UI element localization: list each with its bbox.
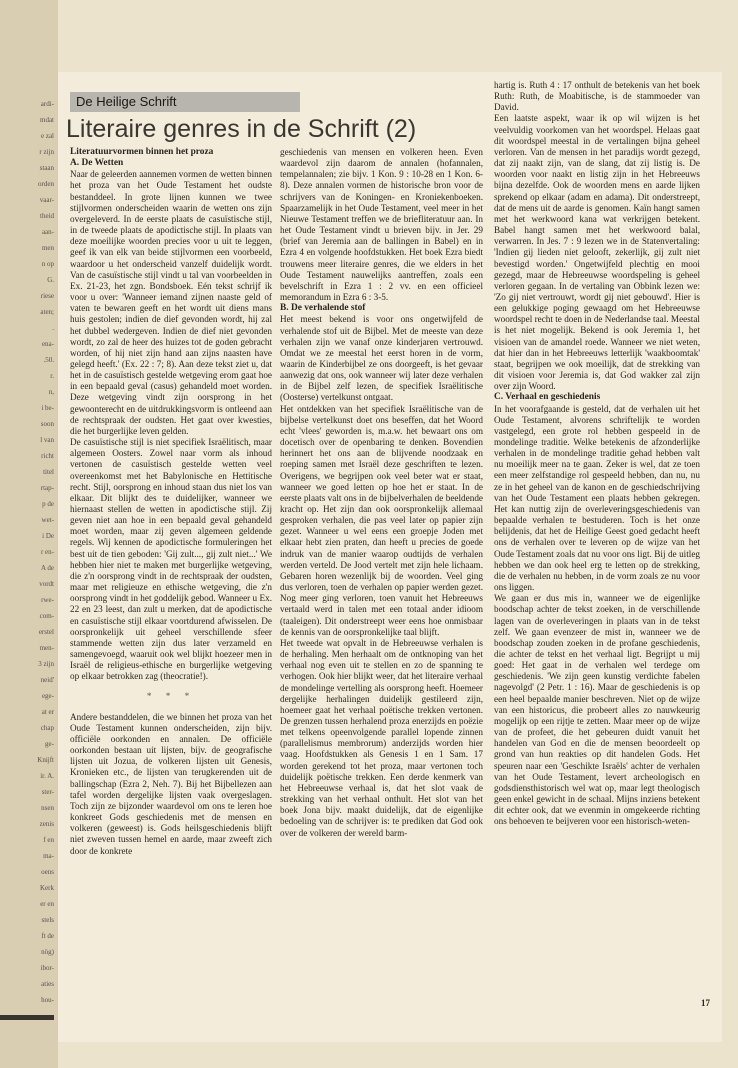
- margin-fragment: .50.: [43, 356, 54, 364]
- paragraph: Het ontdekken van het specifiek Israëlitische van de bijbelse vertelkunst doet ons beseffen, dat het Woord echt 'vlees' geworden is, m.a.w. het bewaart ons om docetisch over de openbaring te denken. Bovendien herinnert het ons aan de blijvende noodzaak en roeping samen met Israël deze geschriften te lezen. Overigens, we begrijpen ook veel beter wat er staat, wanneer we goed letten op hoe het er staat. In de eerste plaats valt ons in de bijbelverhalen de beeldende kracht op. Het zijn dan ook oorspronkelijk allemaal gesproken verhalen, die pas veel later op papier zijn gezet. Wanneer u wel eens een groepje Joden met elkaar hebt zien praten, dan heeft u precies de goede indruk van de manier waarop oudtijds de verhalen werden verteld. De Jood vertelt met zijn hele lichaam. Gebaren horen wezenlijk bij de woorden. Veel ging dus verloren, toen de verhalen op papier werden gezet. Nog meer ging verloren, toen vanuit het Hebreeuws vertaald werd in talen met een totaal ander idioom (taaleigen). Dit onderstreept weer eens hoe onmisbaar de kennis van de oorspronkelijke taal blijft.: [280, 403, 483, 637]
- section-heading: Literatuurvormen binnen het proza: [70, 147, 214, 157]
- margin-fragment: stels: [41, 916, 54, 924]
- paragraph: Het meest bekend is voor ons ongetwijfeld de verhalende stof uit de Bijbel. Met de meeste van deze verhalen zijn we vanaf onze kinderjaren vertrouwd. Omdat we ze meestal het eerst horen in de vorm, waarin de Kinderbijbel ze ons doorgeeft, is het gevaar aanwezig dat ons, ook wanneer wij later deze verhalen in de Bijbel zelf lezen, de specifiek Israëlitische (Oosterse) vertelkunst ontgaat.: [280, 314, 483, 403]
- margin-fragment: ster-: [41, 788, 54, 796]
- column-1: [70, 147, 272, 857]
- margin-fragment: aties: [41, 980, 54, 988]
- margin-fragment: aan-: [41, 228, 54, 236]
- margin-fragment: n op: [41, 260, 54, 268]
- section-label: De Heilige Schrift: [76, 94, 177, 109]
- margin-fragment: men: [41, 244, 54, 252]
- paragraph: We gaan er dus mis in, wanneer we de eigenlijke boodschap achter de tekst zoeken, in de verschillende lagen van de overleveringen in plaats van in de tekst zelf. We gaan evenzeer de mist in, wanneer we de boodschap zouden zoeken in de profane geschiedenis, die achter de tekst en het verhaal ligt. Begrijpt u mij goed: Het gaat in de verhalen wel terdege om geschiedenis. 'We zijn geen kunstig verdichte fabelen nagevolgd' (2 Petr. 1 : 16). Maar de geschiedenis is op een heel bepaalde manier beschreven. Niet op de wijze van een historicus, die probeert alles zo nauwkeurig mogelijk op een rijtje te zetten. Maar meer op de wijze van de profeet, die het gebeuren duidt vanuit het handelen van God en die de mensen beoordeelt op grond van hun reakties op dit handelen Gods. Het speuren naar een 'Geschikte Israëls' achter de verhalen van het Oude Testament, levert archeologisch en godsdiensthistorisch wel wat op, maar legt theologisch geen enkel gewicht in de schaal. Mijns inziens betekent dit echter ook, dat we evenmin in omgekeerde richting ons behoeven te beijveren voor een historisch-weten-: [494, 593, 700, 827]
- margin-fragment: A de: [40, 564, 54, 572]
- margin-fragment: riese: [40, 292, 54, 300]
- paragraph: Het tweede wat opvalt in de Hebreeuwse verhalen is de herhaling. Men herhaalt om de ontknoping van het verhaal nog even uit te stellen en zo de spanning te verhogen. Ook hier blijkt weer, dat het literaire verhaal de mondelinge vertelling als oorsprong heeft. Hoemeer dergelijke herhalingen duidelijk gestileerd zijn, hoemeer gaat het verhaal poëtische trekken vertonen. De grenzen tussen herhalend proza enerzijds en poëzie met telkens opeenvolgende parallel lopende zinnen (parallelismus membrorum) anderzijds worden hier vaag. Hoofdstukken als Genesis 1 en 1 Sam. 17 worden gerekend tot het proza, maar vertonen toch duidelijk poëtische trekken. Een derde kenmerk van het Hebreeuwse verhaal is, dat het slot vaak de strekking van het verhaal onthult. Het slot van het boek Jona bijv. maakt duidelijk, dat de eigenlijke bedoeling van de schrijver is: te prediken dat God ook over de volkeren der wereld barm-: [280, 637, 483, 838]
- margin-fragment: at er: [41, 708, 54, 716]
- margin-fragment: chap: [40, 724, 54, 732]
- margin-fragment: men-: [39, 644, 54, 652]
- article-title: Literaire genres in de Schrift (2): [66, 115, 417, 143]
- margin-fragment: richt: [41, 452, 54, 460]
- margin-fragment: nsen: [41, 804, 54, 812]
- margin-fragment: Kerk: [40, 884, 54, 892]
- section-separator: * * *: [146, 690, 196, 701]
- margin-fragment: neid': [40, 676, 54, 684]
- margin-rule: [0, 1015, 54, 1020]
- margin-fragment: ibor-: [40, 964, 54, 972]
- paragraph: geschiedenis van mensen en volkeren heen. Even waardevol zijn daarom de annalen (hofannalen, tempelannalen; zie bijv. 1 Kon. 9 : 10-28 en 1 Kon. 6-8). Deze annalen vormen de historische bron voor de schrijvers van de Koningen- en Kroniekenboeken. Spaarzamelijk in het Oude Testament, veel meer in het Nieuwe Testament treffen we de briefliteratuur aan. In het Oude Testament vindt u brieven bijv. in Jer. 29 (brief van Jeremia aan de ballingen in Babel) en in Ezra 4 en volgende hoofdstukken. Het boek Ezra biedt trouwens meer literaire genres, die we elders in het Oude Testament nauwelijks aantreffen, zoals een bevelschrift in Ezra 1 : 2 vv. en een officieel memorandum in Ezra 6 : 3-5.: [280, 147, 483, 303]
- margin-fragment: nög): [41, 948, 54, 956]
- margin-fragment: f en: [43, 836, 54, 844]
- adjacent-page-edge: [0, 0, 58, 1068]
- paragraph: In het voorafgaande is gesteld, dat de verhalen uit het Oude Testament, alvorens schriftelijk te worden vastgelegd, een grote rol hebben gespeeld in de mondelinge traditie. Welke betekenis de afzonderlijke verhalen in de mondelinge traditie gehad hebben valt nu moeilijk meer na te gaan. Zeker is wel, dat ze toen een meer zelfstandige rol gespeeld hebben, dan nu, nu ze in het geheel van de kanon en de geschiedschrijving van het Oude Testament een plaats hebben gekregen. Het kan nuttig zijn de overleveringsgeschiedenis van bepaalde verhalen te bestuderen. Toch is het onze belijdenis, dat het de Heilige Geest goed gedacht heeft ons de verhalen over te leveren op de wijze van het Oude Testament zoals dat nu voor ons ligt. Bij de uitleg hebben we dan ook heel erg te letten op de strekking, die de verhalen nu hebben, in de vorm zoals ze nu voor ons liggen.: [494, 403, 700, 593]
- margin-fragment: e zal: [40, 132, 54, 140]
- section-heading: C. Verhaal en geschiedenis: [494, 392, 601, 403]
- section-heading: B. De verhalende stof: [280, 303, 366, 314]
- paragraph: Andere bestanddelen, die we binnen het proza van het Oude Testament kunnen onderscheiden, zijn bijv. officiële oorkonden en annalen. De officiële oorkonden bestaan uit lijsten, bijv. de geografische lijsten uit Jozua, de volkeren lijsten uit Genesis, Kronieken etc., de lijsten van terugkerenden uit de ballingschap (Ezra 2, Neh. 7). Bij het Bijbellezen aan tafel worden dergelijke lijsten vaak overgeslagen. Toch zijn ze bijzonder waardevol om ons te leren hoe konkreet Gods geschiedenis met de mensen en volkeren (geweest) is. Gods heilsgeschiedenis blijft niet zweven tussen hemel en aarde, maar zweeft zich door de konkrete: [70, 711, 272, 856]
- margin-fragment: rwe-: [41, 596, 54, 604]
- margin-fragment: ft de: [41, 932, 54, 940]
- margin-fragment: l van: [40, 436, 54, 444]
- margin-fragment: ege-: [41, 692, 54, 700]
- margin-fragment: ena-: [41, 340, 54, 348]
- paragraph: hartig is. Ruth 4 : 17 onthult de betekenis van het boek Ruth: Ruth, de Moabitische, is de stammoeder van David.: [494, 80, 700, 113]
- margin-fragment: G.: [47, 276, 54, 284]
- margin-fragment: oens: [41, 868, 54, 876]
- margin-fragment: Knijft: [37, 756, 54, 764]
- margin-fragment: ardi-: [40, 100, 54, 108]
- margin-fragment: vordt: [39, 580, 54, 588]
- margin-fragment: r en-: [40, 548, 54, 556]
- margin-fragment: er en: [40, 900, 54, 908]
- margin-fragment: vaar-: [39, 196, 54, 204]
- paragraph: De casuïstische stijl is niet specifiek Israëlitisch, maar algemeen Oosters. Zowel naar vorm als inhoud vertonen de casuïstisch gestelde wetten veel overeenkomst met het Babylonische en Hettitische recht. Stijl, oorsprong en inhoud staan dus niet los van elkaar. Dit blijkt des te duidelijker, wanneer we hiernaast stellen de wetten in apodictische stijl. Zij geven niet aan hoe in een bepaald geval gehandeld moet worden, maar zij geven algemeen geldende regels. Wij kennen de apodictische formuleringen het best uit de tien geboden: 'Gij zult..., gij zult niet...' We hebben hier niet te maken met burgerlijke wetgeving, die z'n oorsprong vindt in de rechtspraak der oudsten, maar met religieuze en ethische wetgeving, die z'n oorsprong vindt in het goddelijk gebod. Wanneer u Ex. 22 en 23 leest, dan zult u merken, dat de apodictische en casuïstische stijl elkaar voortdurend afwisselen. De oorspronkelijk uit geheel verschillende sfeer stammende wetten zijn dus later verzameld en samengevoegd, waaruit ook wel blijkt hoezeer men in Israël de religieus-ethische en burgerlijke wetgeving op elkaar betrokken zag (theocratie!).: [70, 437, 272, 682]
- margin-fragment: i De: [42, 532, 54, 540]
- margin-fragment: theid: [40, 212, 54, 220]
- margin-fragment: 3 zijn: [38, 660, 54, 668]
- margin-fragment: staan: [39, 164, 54, 172]
- margin-fragment: r zijn: [39, 148, 54, 156]
- margin-fragment: .: [52, 324, 54, 332]
- section-heading: A. De Wetten: [70, 158, 124, 169]
- margin-fragment: ir. A.: [40, 772, 54, 780]
- column-2: [280, 147, 483, 839]
- margin-fragment: titel: [43, 468, 54, 476]
- margin-fragment: ge-: [45, 740, 54, 748]
- margin-fragment: soon: [40, 420, 54, 428]
- margin-fragment: zenis: [39, 820, 54, 828]
- margin-fragment: n,: [48, 388, 54, 396]
- paragraph: Naar de geleerden aannemen vormen de wetten binnen het proza van het Oude Testament het oudste bestanddeel. In grote lijnen kunnen we twee stijlvormen onderscheiden waarin de wetten ons zijn overgeleverd. In de eerste plaats de casuïstische stijl, in de tweede plaats de apodictische stijl. In plaats van deze moeilijke woorden precies voor u uit te leggen, geef ik van elk van beide stijlvormen een voorbeeld, waardoor u het onderscheid vanzelf duidelijk wordt. Van de casuïstische stijl vindt u tal van voorbeelden in Ex. 21-23, het zgn. Bondsboek. Eén tekst schrijf ik voor u over: 'Wanneer iemand zijnen naaste geld of vaten te bewaren geeft en het wordt uit diens mans huis gestolen; indien de dief gevonden wordt, hij zal het dubbel wedergeven. Indien de dief niet gevonden wordt, zo zal de heer des huizes tot de goden gebracht worden, of hij niet zijn hand aan zijns naasten have gelegd heeft.' (Ex. 22 : 7; 8). Aan deze tekst ziet u, dat het in de casuïstisch gestelde wetgeving erom gaat hoe in een bepaald geval (casus) gehandeld moet worden. Deze wetgeving vindt zijn oorsprong in het gewoonterecht en de uitdrukkingsvorm is ontleend aan de rechtspraak der oudsten. Het gaat over kwesties, die het burgerlijke leven gelden.: [70, 169, 272, 436]
- margin-fragment: rtap-: [40, 484, 54, 492]
- margin-fragment: com-: [39, 612, 54, 620]
- margin-fragment: p de: [42, 500, 54, 508]
- margin-fragment: aten;: [40, 308, 54, 316]
- margin-fragment: ma-: [43, 852, 54, 860]
- margin-fragment: wet-: [41, 516, 54, 524]
- margin-fragment: mdat: [40, 116, 54, 124]
- margin-fragment: erstel: [38, 628, 54, 636]
- paragraph: Een laatste aspekt, waar ik op wil wijzen is het veelvuldig voorkomen van het woordspel. Helaas gaat dit woordspel meestal in de vertalingen bijna geheel verloren. Van de mensen in het paradijs wordt gezegd, dat zij naakt zijn, van de slang, dat zij listig is. De woorden voor naakt en listig zijn in het Hebreeuws bijna dezelfde. Ook de woorden mens en aarde lijken sprekend op elkaar (adam en adama). Dit onderstreept, dat de mens uit de aarde is genomen. Kaïn hangt samen met het werkwoord kana wat verkrijgen betekent. Babel hangt samen met het werkwoord balal, verwarren. In Jes. 7 : 9 lezen we in de Statenvertaling: 'Indien gij lieden niet gelooft, zekerlijk, gij zult niet bevestigd worden.' Ongetwijfeld plechtig en mooi gezegd, maar de Hebreeuwse woordspeling is geheel verloren gegaan. In de vertaling van Obbink lezen we: 'Zo gij niet vertrouwt, wordt gij niet gebouwd'. Hier is een gelukkige poging gewaagd om het Hebreeuwse woordspel recht te doen in de Nederlandse taal. Meestal is het niet mogelijk. Bekend is ook Jeremia 1, het visioen van de amandel roede. Wanneer we niet weten, dat hier dan in het Hebreeuws letterlijk 'waakboomtak' staat, begrijpen we ook moeilijk, dat de strekking van dit visioen voor Jeremia is, dat God wakker zal zijn over zijn Woord.: [494, 113, 700, 392]
- margin-fragment: orden: [38, 180, 54, 188]
- section-label-bar: [70, 92, 300, 112]
- column-3: [494, 80, 700, 827]
- margin-fragment: r.: [50, 372, 54, 380]
- margin-fragment: hou-: [41, 996, 54, 1004]
- page-number: 17: [701, 998, 710, 1008]
- margin-fragment: i be-: [41, 404, 54, 412]
